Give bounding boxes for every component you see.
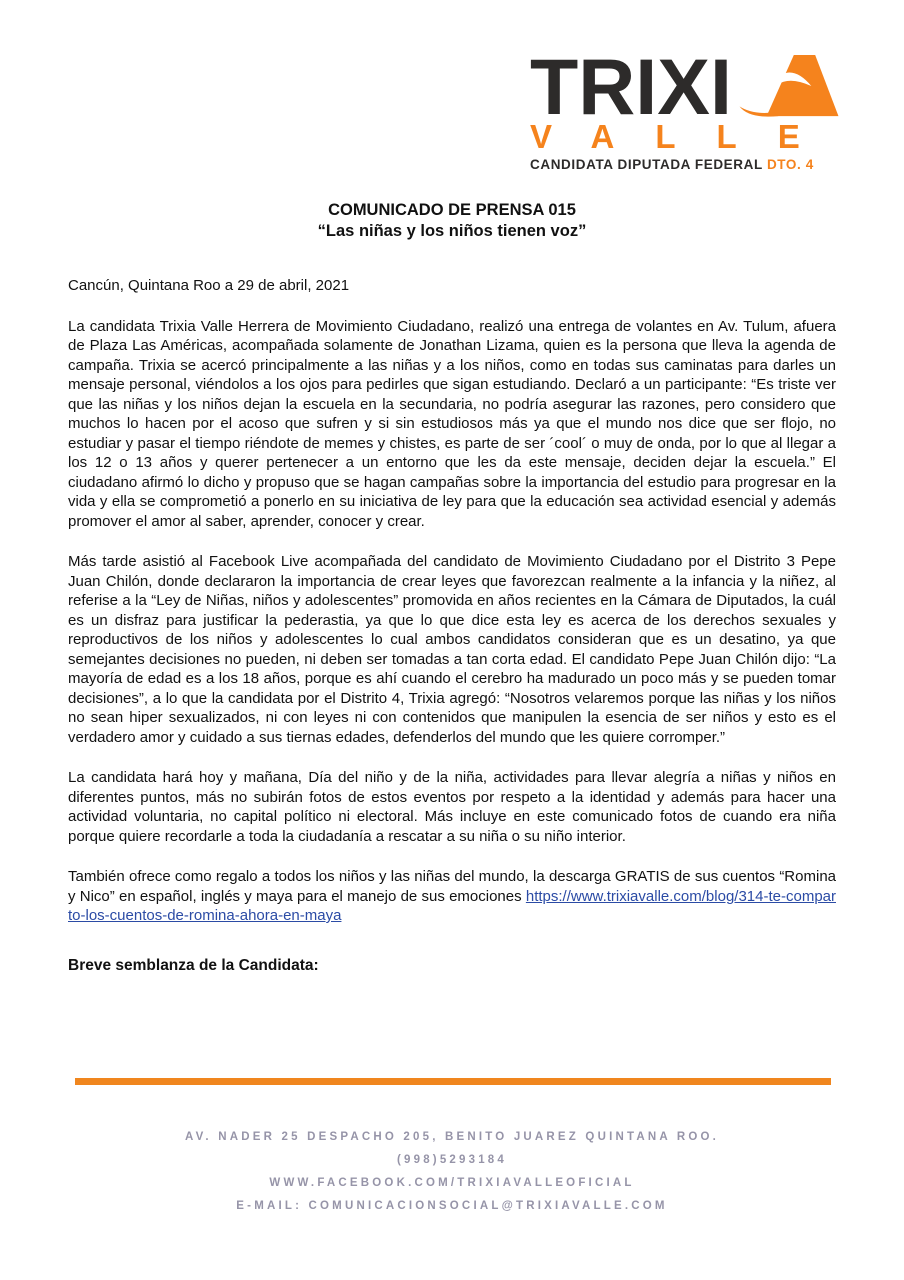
logo-tagline-district: DTO. 4 <box>766 157 814 172</box>
closing-text: También ofrece como regalo a todos los niños y las niñas del mundo, la descarga GRATIS de sus cuentos “Romina y Nico” en español, inglés y maya para el manejo de sus emociones <box>68 868 836 905</box>
footer-contact <box>0 1126 904 1218</box>
footer-address: AV. NADER 25 DESPACHO 205, BENITO JUAREZ QUINTANA ROO. <box>184 1131 720 1143</box>
logo-wordmark-row <box>530 42 840 131</box>
bird-letter-a-icon <box>736 54 840 120</box>
body-paragraph-1: La candidata Trixia Valle Herrera de Movimiento Ciudadano, realizó una entrega de volantes en Av. Tulum, afuera de Plaza Las Américas, acompañada solamente de Jonathan Lizama, quien es la persona que lleva la agenda de campaña. Trixia se acercó principalmente a las niñas y a los niños, como en todas sus caminatas para darles un mensaje personal, viéndolos a los ojos para pedirles que sigan estudiando. Declaró a un participante: “Es triste ver que las niñas y los niños dejan la escuela en la secundaria, no podría asegurar las razones, pero considero que muchos lo hacen por el acoso que sufren y si sin estudiosos más ya que el mundo nos dice que ser flojo, no estudiar y pasar el tiempo riéndote de memes y chistes, es parte de ser ´cool´ o muy de onda, por lo que al llegar a los 12 o 13 años y querer pertenecer a un entorno que les da este mensaje, deciden dejar la escuela.” El ciudadano afirmó lo dicho y propuso que se hagan campañas sobre la importancia del estudio para progresar en la vida y ella se comprometió a ponerlo en su iniciativa de ley para que la educación sea actividad esencial y además promover el amor al saber, aprender, conocer y crear. <box>68 317 836 530</box>
footer-phone: (998)5293184 <box>396 1154 508 1166</box>
body-paragraph-3: La candidata hará hoy y mañana, Día del niño y de la niña, actividades para llevar alegría a niñas y niños en diferentes puntos, más no subirán fotos de estos eventos por respeto a la identidad y además para hacer una actividad voluntaria, no capital político ni electoral. Más incluye en este comunicado fotos de cuando era niña porque quiere recordarle a toda la ciudadanía a rescatar a su niña o su niño interior. <box>68 769 836 845</box>
logo-tagline <box>530 157 840 172</box>
press-title-line2: “Las niñas y los niños tienen voz” <box>317 222 587 240</box>
body-paragraph-closing <box>68 867 836 926</box>
body-paragraph-2: Más tarde asistió al Facebook Live acompañada del candidato de Movimiento Ciudadano por el Distrito 3 Pepe Juan Chilón, donde declararon la importancia de crear leyes que favorezcan realmente a la infancia y la niñez, al referise a la “Ley de Niñas, niños y adolescentes” promovida en años recientes en la Cámara de Diputados, la cuál es un disfraz para justificar la pederastia, ya que lo que dice esta ley es acerca de los derechos sexuales y reproductivos de los niños y adolescentes lo cual ambos candidatos consideran que es un desatino, ya que semejantes decisiones no pueden, ni deben ser tomadas a tan corta edad. El candidato Pepe Juan Chilón dijo: “La mayoría de edad es a los 18 años, porque es ahí cuando el cerebro ha madurado un poco más y se pueden tomar decisiones”, a lo que la candidata por el Distrito 4, Trixia agregó: “Nosotros velaremos porque las niñas y los niños no sean hiper sexualizados, ni con leyes ni con contenidos que manipulen la esencia de ser niños y esto es el verdadero amor y cuidado a sus tiernas edades, defenderlos del mundo que les quiere corromper.” <box>68 553 836 746</box>
dateline: Cancún, Quintana Roo a 29 de abril, 2021 <box>68 277 350 294</box>
logo-wordmark-valle: VALLE <box>530 118 841 155</box>
logo-trixia-valle <box>530 42 841 172</box>
logo-wordmark-trixi: TRIXI <box>530 42 732 131</box>
cuentos-download-link[interactable]: https://www.trixiavalle.com/blog/314-te-comparto-los-cuentos-de-romina-ahora-en-maya <box>68 887 836 924</box>
footer-divider-bar <box>75 1078 831 1085</box>
section-heading-semblanza: Breve semblanza de la Candidata: <box>68 956 319 974</box>
press-title-line1: COMUNICADO DE PRENSA 015 <box>328 201 576 219</box>
logo-tagline-text: CANDIDATA DIPUTADA FEDERAL <box>530 157 763 172</box>
press-title <box>68 200 836 242</box>
footer-email: E-MAIL: COMUNICACIONSOCIAL@TRIXIAVALLE.COM <box>236 1200 668 1212</box>
document-body <box>68 200 836 975</box>
footer-facebook: WWW.FACEBOOK.COM/TRIXIAVALLEOFICIAL <box>269 1177 635 1189</box>
